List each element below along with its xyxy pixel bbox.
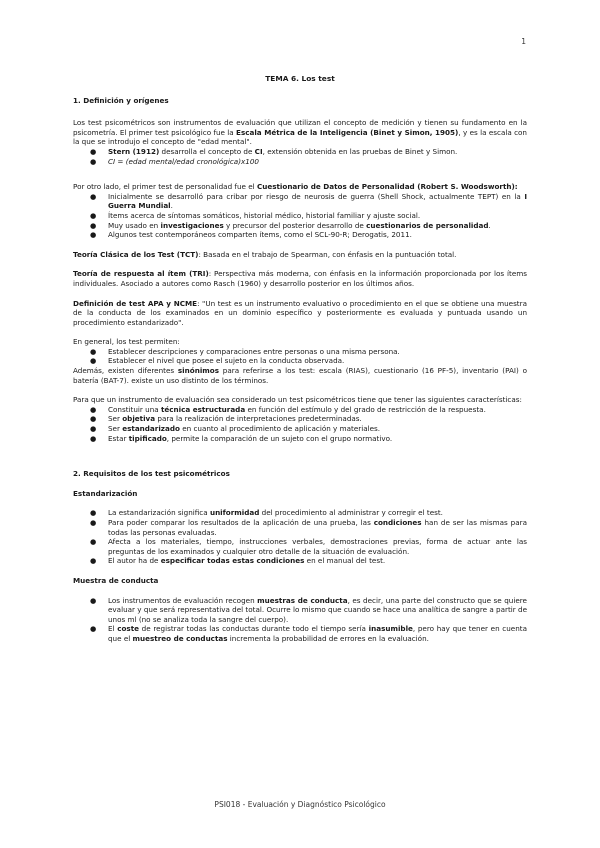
document-content: [73, 74, 527, 644]
list-item: ● Inicialmente se desarrolló para cribar por riesgo de neurosis de guerra (Shell Shock, actualmente TEPT) en la I Guerra Mundial.: [90, 191, 527, 211]
paragraph-personalidad: Por otro lado, el primer test de personalidad fue el Cuestionario de Datos de Personalidad (Robert S. Woodsworth):: [73, 182, 518, 192]
bullet-icon: ●: [90, 414, 97, 424]
paragraph-general: En general, los test permiten:: [73, 337, 180, 347]
list-item: ● Establecer el nivel que posee el sujeto en la conducta observada.: [90, 356, 345, 366]
page-footer: PSI018 - Evaluación y Diagnóstico Psicológico: [214, 800, 386, 809]
bullet-icon: ●: [90, 220, 97, 230]
list-item: ● Ser estandarizado en cuanto al procedimiento de aplicación y materiales.: [90, 424, 381, 434]
bullet-icon: ●: [90, 210, 97, 220]
list-item: ● Afecta a los materiales, tiempo, instrucciones verbales, demostraciones previas, forma de actuar ante las preguntas de los examinados y cualquier otro detalle de la situación de evaluación.: [90, 537, 527, 556]
list-item: ● Muy usado en investigaciones y precursor del posterior desarrollo de cuestionarios de personalidad.: [90, 220, 491, 230]
list-item: ● El coste de registrar todas las conductas durante todo el tiempo sería inasumible, pero hay que tener en cuenta que el muestreo de conductas incrementa la probabilidad de errores en la evaluación.: [90, 624, 528, 643]
paragraph-caracteristicas: Para que un instrumento de evaluación sea considerado un test psicométricos tiene que tener las siguientes características:: [73, 395, 522, 405]
list-permiten: [73, 347, 527, 366]
section-heading-definicion: 1. Definición y orígenes: [73, 95, 169, 105]
bullet-icon: ●: [90, 424, 97, 434]
list-item: ● Estar tipificado, permite la comparación de un sujeto con el grupo normativo.: [90, 433, 393, 443]
subheading-estandarizacion: Estandarización: [73, 488, 138, 498]
paragraph-tct: Teoría Clásica de los Test (TCT): Basada en el trabajo de Spearman, con énfasis en la puntuación total.: [73, 249, 457, 259]
list-estandarizacion: [73, 508, 527, 566]
list-personalidad: [73, 192, 527, 240]
list-item: ● Establecer descripciones y comparaciones entre personas o una misma persona.: [90, 346, 400, 356]
list-item: ● Stern (1912) desarrolla el concepto de CI, extensión obtenida en las pruebas de Binet y Simon.: [90, 146, 458, 156]
section-heading-requisitos: 2. Requisitos de los test psicométricos: [73, 469, 230, 479]
list-item: ● Ítems acerca de síntomas somáticos, historial médico, historial familiar y ajuste social.: [90, 210, 421, 220]
paragraph-sinonimos: Además, existen diferentes sinónimos para referirse a los test: escala (RIAS), cuestionario (16 PF-5), inventario (PAI) o batería (BAT-7). existe un uso distinto de los términos.: [73, 366, 528, 385]
bullet-icon: ●: [90, 508, 97, 518]
bullet-icon: ●: [90, 624, 97, 634]
list-muestra-conducta: [73, 596, 527, 644]
list-item: ● Para poder comparar los resultados de la aplicación de una prueba, las condiciones han de ser las mismas para todas las personas evaluadas.: [90, 518, 527, 537]
paragraph-intro: Los test psicométricos son instrumentos de evaluación que utilizan el concepto de medición y tienen su fundamento en la psicometría. El primer test psicológico fue la Escala Métrica de la Inteligencia (Binet y Simon, 1905), y es la escala con la que se introdujo el concepto de "edad mental".: [73, 118, 527, 147]
bullet-icon: ●: [90, 230, 97, 240]
bullet-icon: ●: [90, 191, 97, 201]
list-caracteristicas: [73, 405, 527, 443]
bullet-icon: ●: [90, 156, 97, 166]
bullet-icon: ●: [90, 356, 97, 366]
bullet-icon: ●: [90, 537, 97, 547]
subheading-muestra-conducta: Muestra de conducta: [73, 575, 159, 585]
page-number: 1: [521, 37, 526, 46]
bullet-icon: ●: [90, 346, 97, 356]
bullet-icon: ●: [90, 146, 97, 156]
list-item: ● Ser objetiva para la realización de interpretaciones predeterminadas.: [90, 414, 362, 424]
bullet-icon: ●: [90, 518, 97, 527]
list-item: ● La estandarización significa uniformidad del procedimiento al administrar y corregir el test.: [90, 508, 443, 518]
list-item: ● Los instrumentos de evaluación recogen muestras de conducta, es decir, una parte del constructo que se quiere evaluar y que será representativa del total. Ocurre lo mismo que cuando se hace una analítica de sangre a partir de unos ml (no se analiza toda la sangre del cuerpo).: [90, 595, 527, 624]
bullet-icon: ●: [90, 595, 97, 605]
paragraph-definicion-apa: Definición de test APA y NCME: "Un test es un instrumento evaluativo o procedimiento en el que se obtiene una muestra de la conducta de los examinados en un dominio específico y posteriormente es evaluada y puntuada usando un procedimiento estandarizado".: [73, 298, 527, 327]
list-item: ● El autor ha de especificar todas estas condiciones en el manual del test.: [90, 556, 386, 566]
page-title: TEMA 6. Los test: [265, 74, 335, 83]
list-item: ● CI = (edad mental/edad cronológica)x100: [90, 156, 259, 166]
bullet-icon: ●: [90, 433, 97, 443]
paragraph-tri: Teoría de respuesta al ítem (TRI): Perspectiva más moderna, con énfasis en la información proporcionada por los ítems individuales. Asociado a autores como Rasch (1960) y desarrollo posterior en los últimos años.: [73, 269, 527, 288]
list-item: ● Algunos test contemporáneos comparten ítems, como el SCL-90-R; Derogatis, 2011.: [90, 230, 412, 240]
bullet-icon: ●: [90, 404, 97, 414]
bullet-icon: ●: [90, 556, 97, 566]
list-item: ● Constituir una técnica estructurada en función del estímulo y del grado de restricción de la respuesta.: [90, 404, 486, 414]
list-stern: [73, 147, 527, 166]
